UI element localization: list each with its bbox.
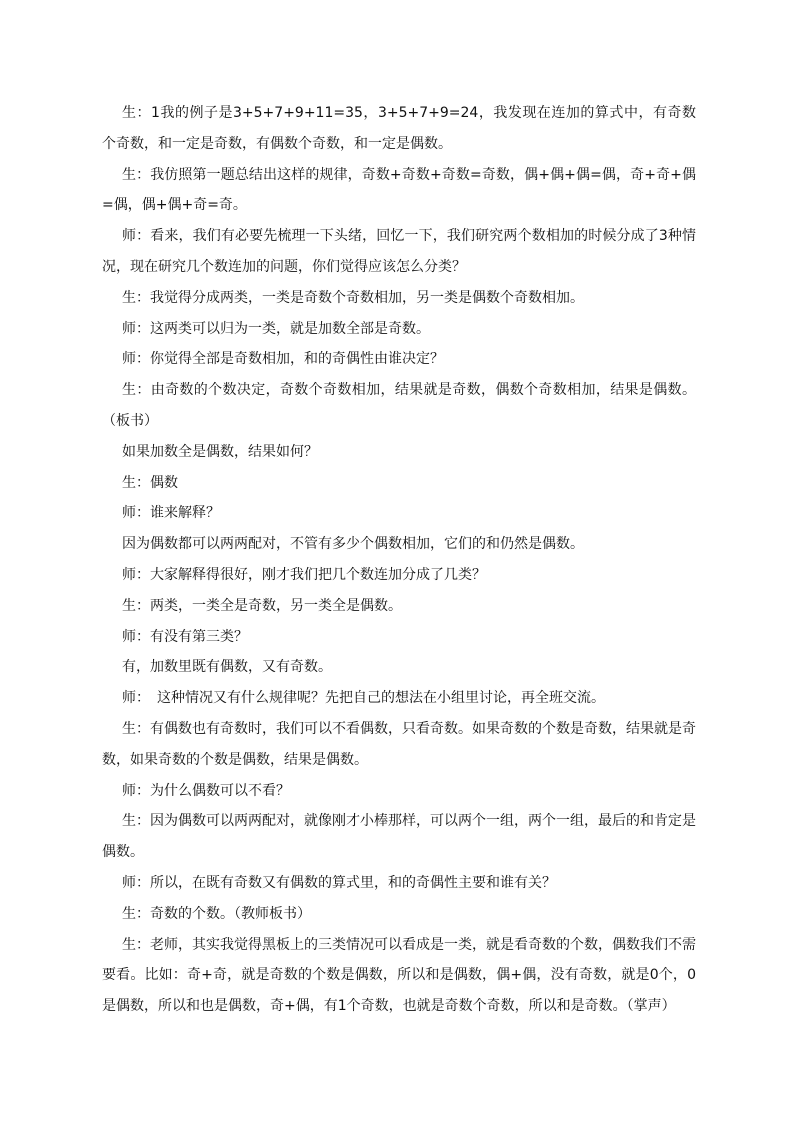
paragraph-16: 师： 这种情况又有什么规律呢？先把自己的想法在小组里讨论，再全班交流。 (122, 690, 605, 707)
paragraph-14: 师：有没有第三类？ (122, 628, 248, 645)
paragraph-11: 因为偶数都可以两两配对，不管有多少个偶数相加，它们的和仍然是偶数。 (122, 536, 584, 553)
paragraph-22: 生：老师，其实我觉得黑板上的三类情况可以看成是一类，就是看奇数的个数，偶数我们不需要看。比如：奇+奇，就是奇数的个数是偶数，所以和是偶数，偶+偶，没有奇数，就是0个，0是偶数，所以和也是偶数，奇+偶，有1个奇数，也就是奇数个奇数，所以和是奇数。（掌声） (102, 936, 696, 1015)
document-body (102, 98, 696, 1022)
paragraph-3: 师：看来，我们有必要先梳理一下头绪，回忆一下，我们研究两个数相加的时候分成了3种情况，现在研究几个数连加的问题，你们觉得应该怎么分类？ (102, 228, 696, 275)
paragraph-21: 生：奇数的个数。（教师板书） (122, 905, 311, 922)
paragraph-20: 师：所以，在既有奇数又有偶数的算式里，和的奇偶性主要和谁有关？ (122, 874, 556, 891)
paragraph-19: 生：因为偶数可以两两配对，就像刚才小棒那样，可以两个一组，两个一组，最后的和肯定是偶数。 (102, 813, 696, 861)
paragraph-8: 如果加数全是偶数，结果如何？ (122, 443, 318, 460)
paragraph-17: 生：有偶数也有奇数时，我们可以不看偶数，只看奇数。如果奇数的个数是奇数，结果就是奇数，如果奇数的个数是偶数，结果是偶数。 (102, 720, 696, 768)
paragraph-2: 生：我仿照第一题总结出这样的规律，奇数+奇数+奇数=奇数，偶+偶+偶=偶，奇+奇+偶=偶，偶+偶+奇=奇。 (102, 166, 696, 214)
paragraph-10: 师：谁来解释？ (122, 505, 220, 522)
paragraph-4: 生：我觉得分成两类，一类是奇数个奇数相加，另一类是偶数个奇数相加。 (122, 289, 584, 306)
paragraph-7: 生：由奇数的个数决定，奇数个奇数相加，结果就是奇数，偶数个奇数相加，结果是偶数。（板书） (102, 382, 696, 429)
paragraph-5: 师：这两类可以归为一类，就是加数全部是奇数。 (122, 320, 430, 337)
paragraph-6: 师：你觉得全部是奇数相加，和的奇偶性由谁决定？ (122, 351, 444, 368)
paragraph-13: 生：两类，一类全是奇数，另一类全是偶数。 (122, 597, 402, 614)
paragraph-1: 生：1我的例子是3+5+7+9+11=35，3+5+7+9=24，我发现在连加的算式中，有奇数个奇数，和一定是奇数，有偶数个奇数，和一定是偶数。 (102, 105, 696, 152)
paragraph-12: 师：大家解释得很好，刚才我们把几个数连加分成了几类？ (122, 566, 486, 583)
paragraph-9: 生：偶数 (122, 474, 178, 491)
paragraph-18: 师：为什么偶数可以不看？ (122, 782, 290, 799)
paragraph-15: 有，加数里既有偶数，又有奇数。 (122, 659, 332, 676)
